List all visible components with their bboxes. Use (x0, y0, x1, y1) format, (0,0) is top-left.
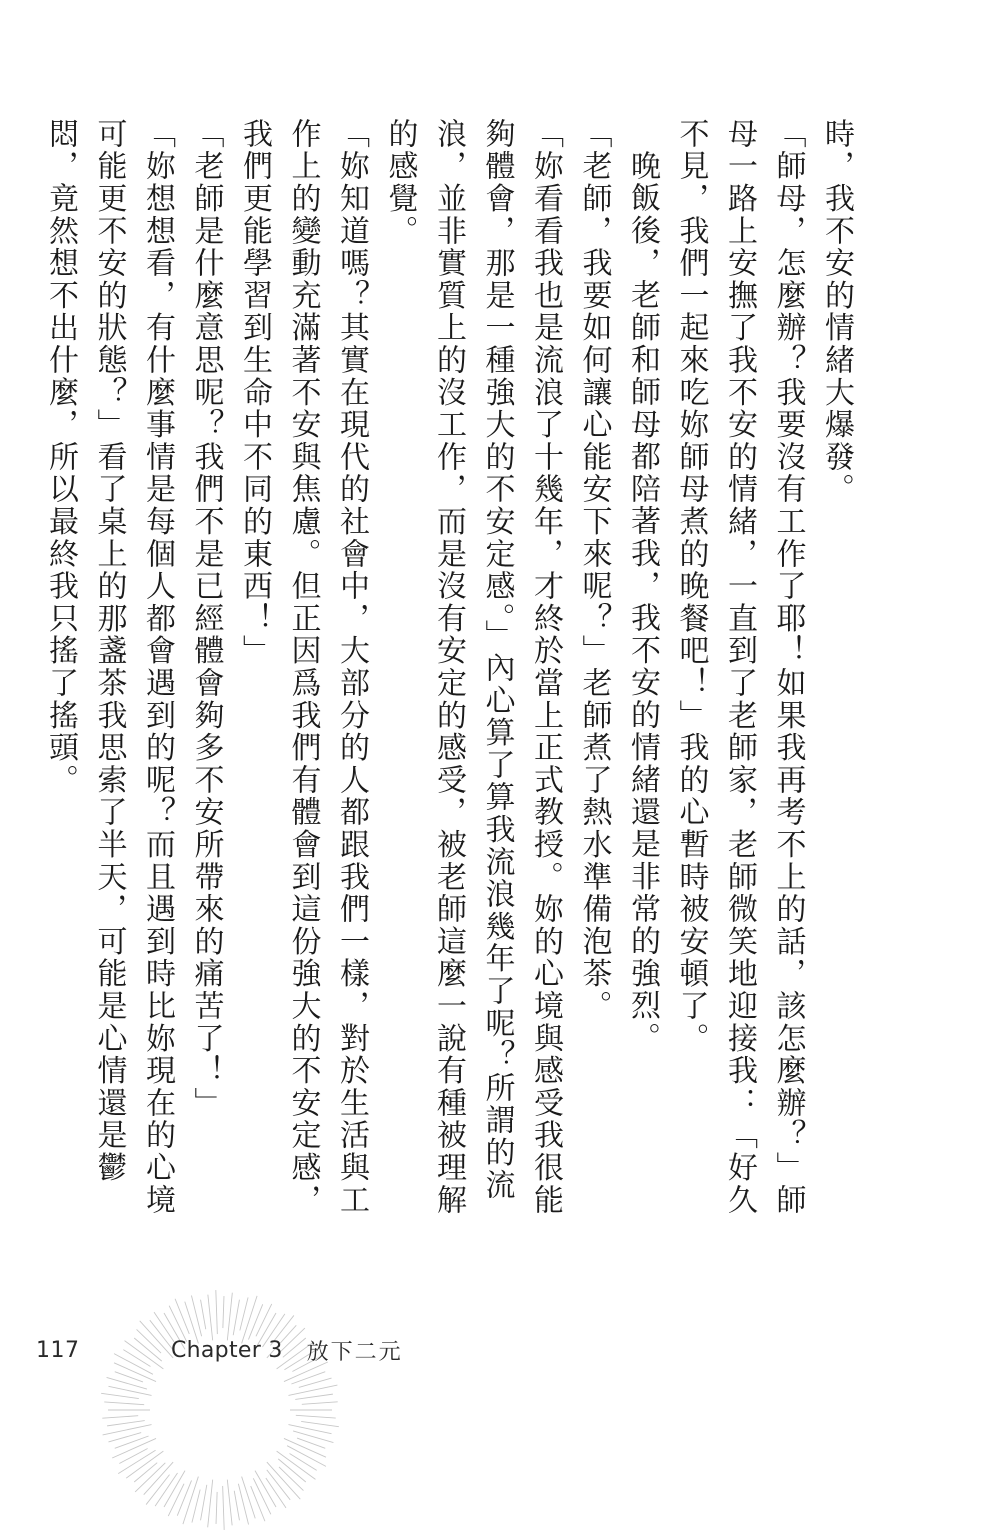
paragraph-7: 「老師是什麼意思呢？我們不是已經體會夠多不安所帶來的痛苦了！」 (188, 118, 224, 1120)
sunburst-ray (144, 1462, 173, 1495)
sunburst-ray (288, 1425, 331, 1434)
page-number: 117 (36, 1337, 80, 1363)
sunburst-ray (101, 1393, 139, 1398)
sunburst-ray (266, 1478, 286, 1508)
sunburst-ray (175, 1299, 189, 1334)
sunburst-ray (104, 1402, 144, 1405)
sunburst-ray (107, 1421, 145, 1426)
sunburst-ray (192, 1490, 200, 1523)
sunburst-ray (168, 1484, 184, 1516)
sunburst-ray (240, 1297, 248, 1330)
paragraph-4: 「老師，我要如何讓心能安下來呢？」老師煮了熱水準備泡茶。 (576, 118, 612, 1023)
sunburst-ray (208, 1480, 213, 1528)
paragraph-5: 「妳看看我也是流浪了十幾年，才終於當上正式教授。妳的心境與感受我很能夠體會，那是一種強大的不安定感。」內心算了算我流浪幾年了呢？所謂的流浪，並非實質上的沒工作，而是沒有安定的感受，被老師這麼一說有種被理解的感覺。 (382, 118, 563, 1217)
sunburst-ray (227, 1480, 232, 1526)
sunburst-ray (288, 1385, 337, 1395)
paragraph-1: 時，我不安的情緒大爆發。 (819, 118, 854, 506)
paragraph-2: 「師母，怎麼辦？我要沒有工作了耶！如果我再考不上的話，該怎麼辦？」師母一路上安撫了我不安的情緒，一直到了老師家，老師微笑地迎接我：「好久不見，我們一起來吃妳師母煮的晚餐吧！」我的心暫時被安頓了。 (673, 118, 806, 1217)
sunburst-ray (251, 1486, 265, 1521)
sunburst-ray (216, 1492, 217, 1524)
sunburst-ray (290, 1453, 317, 1470)
sunburst-ray (216, 1290, 218, 1334)
sunburst-ray (291, 1372, 325, 1384)
sunburst-ray (103, 1425, 152, 1435)
sunburst-ray (301, 1421, 339, 1426)
sunburst-ray (115, 1436, 149, 1448)
sunburst-ray (295, 1394, 333, 1399)
sunburst-ray (108, 1386, 151, 1395)
sunburst-ray (223, 1296, 224, 1328)
sunburst-ray (223, 1486, 225, 1530)
paragraph-6: 「妳知道嗎？其實在現代的社會中，大部分的人都跟我們一樣，對於生活與工作上的變動充滿著不安與焦慮。但正因爲我們有體會到這份強大的不安定感，我們更能學習到生命中不同的東西！」 (237, 118, 369, 1217)
sunburst-ray (277, 1451, 316, 1479)
sunburst-ray (119, 1449, 147, 1464)
sunburst-ray (201, 1485, 207, 1520)
sunburst-ray (238, 1484, 248, 1525)
sunburst-ray (242, 1477, 256, 1519)
sunburst-decoration-icon (100, 1290, 340, 1530)
vertical-text-body (36, 118, 861, 1218)
paragraph-8: 「妳想想看，有什麼事情是每個人都會遇到的呢？而且遇到時比妳現在的心境可能更不安的狀態？」看了桌上的那盞茶我思索了半天，可能是心情還是鬱悶，竟然想不出什麼，所以最終我只搖了搖頭。 (43, 118, 175, 1217)
chapter-label: Chapter 3 (171, 1337, 283, 1363)
sunburst-ray (115, 1372, 143, 1382)
sunburst-ray (102, 1416, 138, 1419)
sunburst-ray (302, 1402, 338, 1405)
sunburst-ray (279, 1467, 303, 1491)
chapter-title: 放下二元 (306, 1339, 403, 1365)
sunburst-ray (234, 1491, 239, 1521)
sunburst-ray (134, 1463, 157, 1482)
page-footer (36, 1330, 403, 1370)
sunburst-ray (297, 1438, 325, 1448)
sunburst-ray (296, 1415, 336, 1418)
sunburst-ray (267, 1462, 300, 1499)
sunburst-ray (177, 1480, 191, 1515)
sunburst-ray (201, 1300, 206, 1330)
paragraph-3: 晚飯後，老師和師母都陪著我，我不安的情緒還是非常的強烈。 (625, 150, 660, 1055)
